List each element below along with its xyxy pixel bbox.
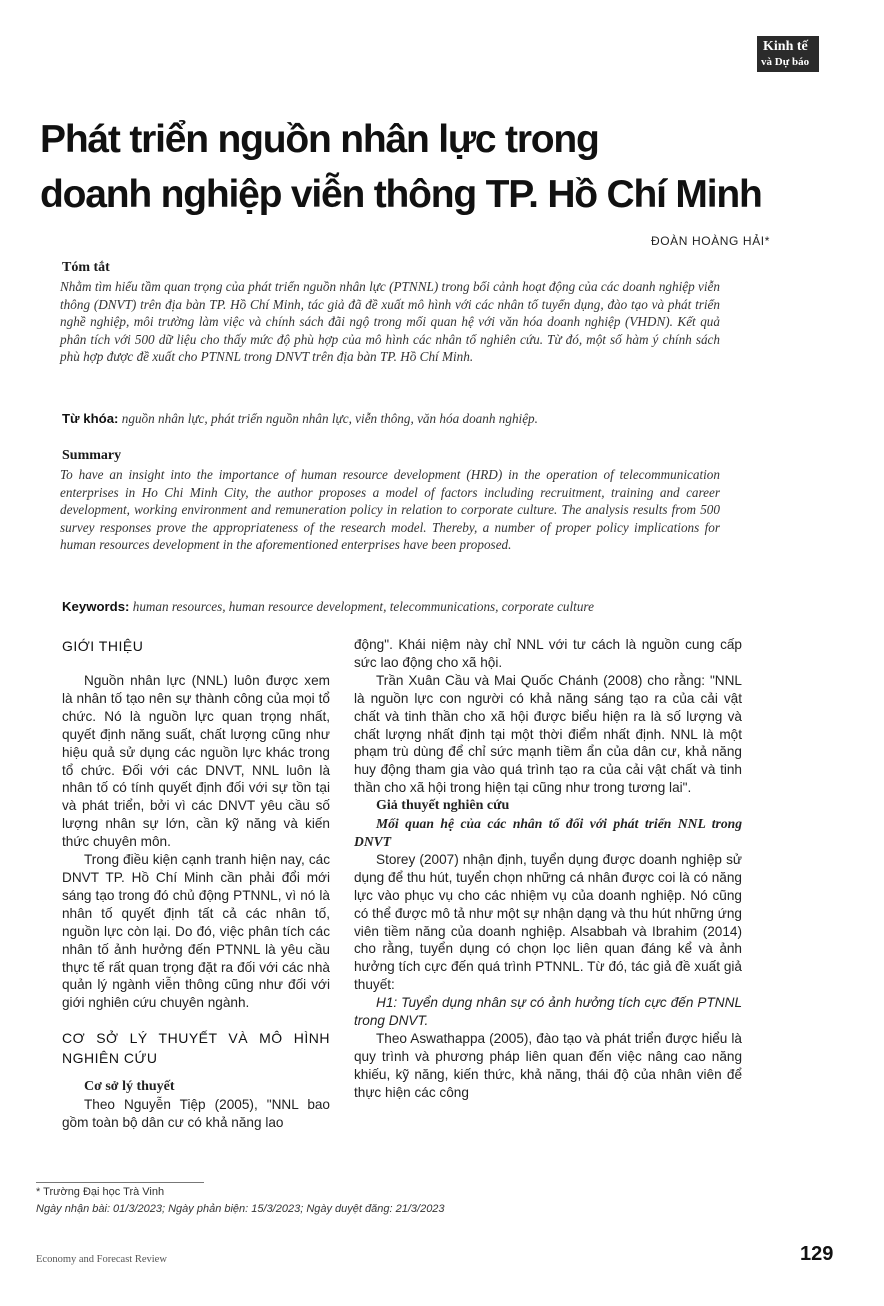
keywords-en-label: Keywords: <box>62 599 130 614</box>
title-line-1: Phát triển nguồn nhân lực trong <box>40 118 599 161</box>
left-paragraph-2: Trong điều kiện cạnh tranh hiện nay, các DNVT TP. Hồ Chí Minh cần phải đổi mới sáng tạo trong đó chủ động PTNNL, vì nó là nhân tố quyết định tất cả các nhân tố, nguồn lực còn lại. Do đó, việc phân tích các nhân tố ảnh hưởng đến PTNNL là yêu cầu thực tế rất quan trọng đặt ra đối với các nhà quản lý ngành viễn thông cũng như đối với giới nghiên cứu chuyên ngành. <box>62 852 330 1011</box>
left-column <box>62 636 330 1132</box>
right-column <box>354 636 742 1102</box>
heading-relationship: Mối quan hệ của các nhân tố đối với phát triển NNL trong DNVT <box>354 816 742 849</box>
footnote-affiliation: * Trường Đại học Trà Vinh <box>36 1186 165 1198</box>
keywords-vi <box>62 410 742 428</box>
keywords-en-text: human resources, human resource development, telecommunications, corporate culture <box>132 599 594 614</box>
abstract-vi-text: Nhằm tìm hiểu tầm quan trọng của phát triển nguồn nhân lực (PTNNL) trong bối cảnh hoạt động của các doanh nghiệp viễn thông (DNVT) trên địa bàn TP. Hồ Chí Minh, tác giả đã đề xuất mô hình với các nhân tố tuyển dụng, đào tạo và phát triển nghề nghiệp, môi trường làm việc và chính sách đãi ngộ trong mối quan hệ với văn hóa doanh nghiệp (VHDN). Kết quả phân tích với 500 dữ liệu cho thấy mức độ phù hợp của mô hình các nhân tố nghiên cứu. Từ đó, một số hàm ý chính sách phù hợp được đề xuất cho PTNNL trong DNVT trên địa bàn TP. Hồ Chí Minh. <box>60 279 720 364</box>
abstract-en-text: To have an insight into the importance of human resource development (HRD) in the operation of telecommunication enterprises in Ho Chi Minh City, the author proposes a model of factors including recruitment, training and career development, working environment and remuneration policy in relation to corporate culture. The analysis results from 500 survey responses prove the appropriateness of the research model. Thereby, a number of proper policy implications for human resources development in the aforementioned enterprises have been proposed. <box>60 467 720 552</box>
keywords-vi-text: nguồn nhân lực, phát triển nguồn nhân lực, viễn thông, văn hóa doanh nghiệp. <box>121 411 538 426</box>
footnote-dates: Ngày nhận bài: 01/3/2023; Ngày phản biện: 15/3/2023; Ngày duyệt đăng: 21/3/2023 <box>36 1203 445 1215</box>
right-paragraph-4: Theo Aswathappa (2005), đào tạo và phát triển được hiểu là quy trình và phương pháp liên quan đến việc nâng cao năng khiếu, kỹ năng, kiến thức, khả năng, thái độ của nhân viên để thực hiện các công <box>354 1030 742 1100</box>
page-number: 129 <box>800 1243 834 1265</box>
left-paragraph-3: Theo Nguyễn Tiệp (2005), "NNL bao gồm toàn bộ dân cư có khả năng lao <box>62 1097 330 1131</box>
badge-line-1: Kinh tế <box>763 39 808 54</box>
right-paragraph-3: Storey (2007) nhận định, tuyển dụng được doanh nghiệp sử dụng để thu hút, tuyển chọn những cá nhân được coi là có năng lực vào phục vụ cho các nhiệm vụ của doanh nghiệp. Nó cũng có thể được mô tả như một sự nhận dạng và thu hút những ứng viên tiềm năng của doanh nghiệp. Alsabbah và Ibrahim (2014) cho rằng, tuyển dụng có chọn lọc liên quan đáng kể và ảnh hưởng tích cực đến quá trình PTNNL. Từ đó, tác giả đề xuất giả thuyết: <box>354 851 742 993</box>
left-paragraph-1: Nguồn nhân lực (NNL) luôn được xem là nhân tố tạo nên sự thành công của mọi tổ chức. Nó là nguồn lực quan trọng nhất, quyết định năng suất, chất lượng cũng như hiệu quả sử dụng các nguồn lực khác trong tổ chức. Đối với các DNVT, NNL luôn là nhân tố có tính quyết định đối với sự tồn tại và phát triển, bởi vì các DNVT yêu cầu số lượng nhân sự lớn, cần kỹ năng và kiến thức chuyên môn. <box>62 673 330 850</box>
right-paragraph-2: Trần Xuân Cầu và Mai Quốc Chánh (2008) cho rằng: "NNL là nguồn lực con người có khả năng sáng tạo ra của cải vật chất và tinh thần cho xã hội được biểu hiện ra là số lượng và chất lượng nhất định tại một thời điểm nhất định. NNL là một phạm trù dùng để chỉ sức mạnh tiềm ẩn của dân cư, khả năng huy động tham gia vào quá trình tạo ra của cải vật chất và tinh thần cho xã hội trong hiện tại cũng như trong tương lai". <box>354 672 742 796</box>
article-title <box>40 112 840 222</box>
journal-badge <box>757 36 819 72</box>
title-line-2: doanh nghiệp viễn thông TP. Hồ Chí Minh <box>40 173 762 216</box>
right-paragraph-1: động". Khái niệm này chỉ NNL với tư cách là nguồn cung cấp sức lao động cho xã hội. <box>354 637 742 670</box>
heading-basis: Cơ sở lý thuyết <box>84 1079 175 1095</box>
badge-line-2: và Dự báo <box>761 56 810 68</box>
footnote-divider <box>36 1182 204 1183</box>
heading-intro: GIỚI THIỆU <box>62 638 144 654</box>
abstract-en-heading: Summary <box>62 448 122 463</box>
keywords-vi-label: Từ khóa: <box>62 411 119 426</box>
author-name: ĐOÀN HOÀNG HẢI* <box>650 234 770 248</box>
heading-theory: CƠ SỞ LÝ THUYẾT VÀ MÔ HÌNH NGHIÊN CỨU <box>62 1030 330 1067</box>
hypothesis-h1: H1: Tuyển dụng nhân sự có ảnh hưởng tích cực đến PTNNL trong DNVT. <box>354 995 742 1029</box>
keywords-en <box>62 598 742 616</box>
heading-hypotheses: Giả thuyết nghiên cứu <box>376 798 510 814</box>
journal-name: Economy and Forecast Review <box>36 1254 167 1265</box>
abstract-vi-heading: Tóm tắt <box>62 260 110 275</box>
